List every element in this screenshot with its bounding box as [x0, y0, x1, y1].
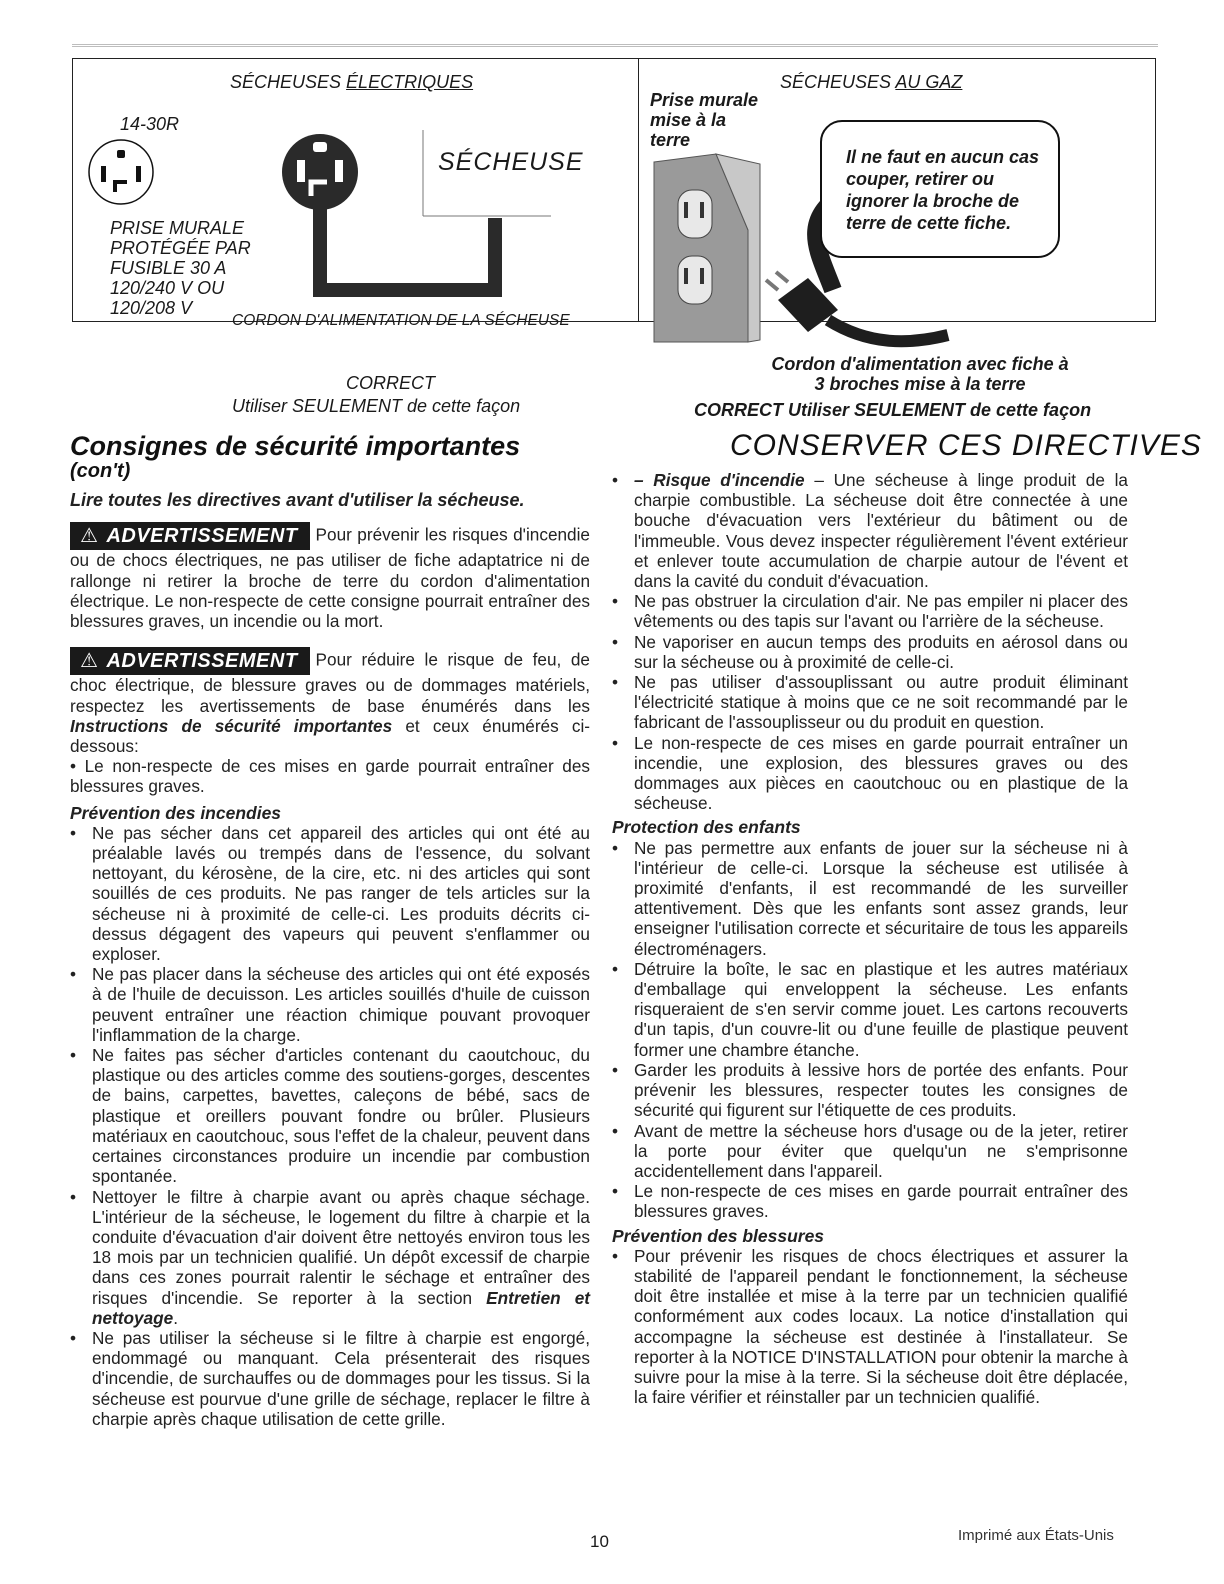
fire-prevention-heading: Prévention des incendies	[70, 802, 282, 823]
cord-label: CORDON D'ALIMENTATION DE LA SÉCHEUSE	[232, 312, 570, 329]
outlet-label: PRISE MURALE PROTÉGÉE PAR FUSIBLE 30 A 120/240 V OU 120/208 V	[110, 218, 251, 318]
outlet-model: 14-30R	[120, 114, 180, 134]
safety-heading: Consignes de sécurité importantes	[70, 431, 521, 461]
filter-bullet: • Nettoyer le filtre à charpie avant ou après chaque séchage. L'intérieur de la sécheuse, le logement du filtre à charpie et la conduite d'évacuation d'air doivent être nettoyés environ tous les 18 mois par un technicien qualifié. Un dépôt excessif de charpie dans ces zones pourrait ralentir le séchage et entraîner des risques d'incendie. Se reporter à la section Entretien et nettoyage.	[70, 1187, 590, 1328]
warning-badge-2: ⚠ ADVERTISSEMENT	[70, 647, 310, 675]
electric-correct: CORRECT	[346, 373, 435, 393]
read-all-directives: Lire toutes les directives avant d'utiliser la sécheuse.	[70, 490, 525, 510]
children-heading: Protection des enfants	[612, 817, 801, 838]
figure-divider	[638, 58, 639, 322]
right-column	[612, 470, 1128, 1407]
injury-heading: Prévention des blessures	[612, 1225, 825, 1246]
fire-bullet: • Ne faites pas sécher d'articles contenant du caoutchouc, du plastique ou des articles comme des soutiens-gorges, descentes de bains, carpettes, bavettes, caleçons de bébé, sacs de plastique et oreillers pouvant fondre ou brûler. Plusieurs matériaux en caoutchouc, sous l'effet de la chaleur, peuvent dans certaines circonstances produire un incendie par combustion spontanée.	[70, 1045, 590, 1186]
warning-triangle-icon: ⚠	[80, 650, 99, 673]
lint-filter-bullet: • Ne pas utiliser la sécheuse si le filtre à charpie est engorgé, endommagé ou manquant. Cela présenterait des risques d'incendie, de surchauffes ou de dommages pour les tissus. Si la sécheuse est pourvue d'une grille de séchage, replacer le filtre à charpie après chaque utilisation de cette grille.	[70, 1328, 590, 1429]
fire-risk-bullet: • – Risque d'incendie – Une sécheuse à linge produit de la charpie combustible. La sécheuse doit être connectée à une bouche d'évacuation vers l'extérieur du bâtiment ou de l'immeuble. Vous devez inspecter régulièrement l'évent extérieur et enlever toute accumulation de charpie autour de l'évent et dans la cavité du conduit d'évacuation.	[612, 470, 1128, 591]
children-bullet: • Garder les produits à lessive hors de portée des enfants. Pour prévenir les blessures, respecter toutes les consignes de sécurité qui figurent sur l'étiquette de ces produits.	[612, 1060, 1128, 1121]
page-number: 10	[590, 1532, 609, 1551]
keep-directives-heading: CONSERVER CES DIRECTIVES	[730, 429, 1202, 462]
printed-in: Imprimé aux États-Unis	[958, 1527, 1114, 1544]
prong-warning-box: Il ne faut en aucun cas couper, retirer ou ignorer la broche de terre de cette fiche.	[820, 120, 1060, 258]
safety-heading-cont: (con't)	[70, 460, 131, 482]
fire-bullet: • Ne pas sécher dans cet appareil des articles qui ont été au préalable lavés ou trempés dans de l'essence, du solvant nettoyant, du kérosène, de la cire, etc. ni des articles qui sont souillés de ces produits. Ne pas ranger de tels articles sur la sécheuse ni à proximité de celle-ci. Les produits décrits ci-dessus dégagent des vapeurs qui peuvent s'enflammer ou exploser.	[70, 823, 590, 964]
right-bullet: • Ne vaporiser en aucun temps des produits en aérosol dans ou sur la sécheuse ou à proximité de celle-ci.	[612, 632, 1128, 672]
left-column	[70, 490, 590, 1429]
children-bullet: • Ne pas permettre aux enfants de jouer sur la sécheuse ni à l'intérieur de celle-ci. Lorsque la sécheuse est utilisée à proximité d'enfants, il est recommandé de les surveiller attentivement. Dès que les enfants sont assez grands, leur enseigner l'utilisation correcte et sécuritaire de tous les appareils électroménagers.	[612, 838, 1128, 959]
outlet-14-30r-icon	[89, 140, 153, 204]
top-rule	[72, 44, 1158, 47]
right-bullet: • Ne pas utiliser d'assouplissant ou autre produit éliminant l'électricité statique à moins que ce ne soit recommandé par le fabricant de l'assouplisseur ou du produit en question.	[612, 672, 1128, 733]
dryer-label: SÉCHEUSE	[438, 148, 584, 176]
right-bullet: • Le non-respecte de ces mises en garde pourrait entraîner un incendie, une explosion, des blessures graves ou des dommages aux pièces en caoutchouc ou en plastique de la sécheuse.	[612, 733, 1128, 814]
electric-use-only: Utiliser SEULEMENT de cette façon	[232, 396, 521, 416]
electric-dryers-title: SÉCHEUSES ÉLECTRIQUES	[230, 72, 474, 92]
warning-2-note: • Le non-respecte de ces mises en garde pourrait entraîner des blessures graves.	[70, 756, 590, 797]
warning-badge-1: ⚠ ADVERTISSEMENT	[70, 522, 310, 550]
gas-correct-use-only: CORRECT Utiliser SEULEMENT de cette façon	[694, 400, 1092, 420]
right-bullet: • Ne pas obstruer la circulation d'air. Ne pas empiler ni placer des vêtements ou des tapis sur l'avant ou l'arrière de la sécheuse.	[612, 591, 1128, 631]
gas-cord-caption: Cordon d'alimentation avec fiche à 3 broches mise à la terre	[771, 354, 1069, 394]
warning-triangle-icon: ⚠	[80, 525, 99, 548]
warning-1: ⚠ ADVERTISSEMENT Pour prévenir les risques d'incendie ou de chocs électriques, ne pas utiliser de fiche adaptatrice ni de rallonge ni retirer la broche de terre du cordon d'alimentation électrique. Le non-respecte de cette consigne pourrait entraîner des blessures graves, un incendie ou la mort.	[70, 522, 590, 631]
children-bullet: • Détruire la boîte, le sac en plastique et les autres matériaux d'emballage qui enveloppent la sécheuse. Les enfants risqueraient de s'en servir comme jouet. Les cartons recouverts d'un tapis, d'un couvre-lit ou d'une feuille de plastique peuvent former une chambre étanche.	[612, 959, 1128, 1060]
fire-bullet: • Ne pas placer dans la sécheuse des articles qui ont été exposés à de l'huile de decuisson. Les articles souillés d'huile de cuisson peuvent entraîner une réaction chimique pouvant provoquer l'inflammation de la charge.	[70, 964, 590, 1045]
children-bullet: • Avant de mettre la sécheuse hors d'usage ou de la jeter, retirer la porte pour éviter que quelqu'un ne s'emprisonne accidentellement dans l'appareil.	[612, 1121, 1128, 1182]
wall-outlet-icon	[654, 154, 760, 342]
injury-bullet: • Pour prévenir les risques de chocs électriques et assurer la stabilité de l'appareil pendant le fonctionnement, la sécheuse doit être installée et mise à la terre par un technicien qualifié conformément aux codes locaux. La notice d'installation qui accompagne la sécheuse est destinée à l'installateur. Se reporter à la NOTICE D'INSTALLATION pour obtenir la marche à suivre pour la mise à la terre. Si la sécheuse doit être déplacée, la faire vérifier et réinstaller par un technicien qualifié.	[612, 1246, 1128, 1408]
children-bullet: • Le non-respecte de ces mises en garde pourrait entraîner des blessures graves.	[612, 1181, 1128, 1221]
gas-outlet-label: Prise murale mise à la terre	[650, 90, 759, 150]
gas-dryers-title: SÉCHEUSES AU GAZ	[780, 72, 963, 92]
warning-2: ⚠ ADVERTISSEMENT Pour réduire le risque de feu, de choc électrique, de blessure graves ou de dommages matériels, respectez les avertissements de base énumérés dans les Instructions de sécurité importantes et ceux énumérés ci-dessous:	[70, 647, 590, 756]
